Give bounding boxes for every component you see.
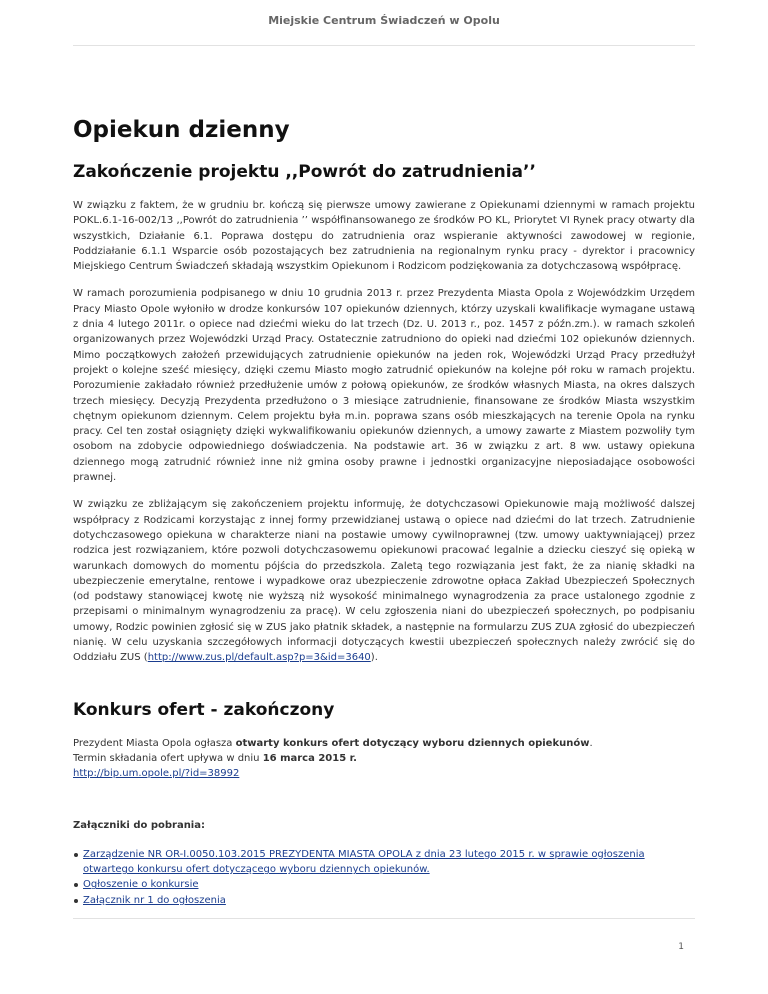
section-heading-contest: Konkurs ofert - zakończony	[73, 699, 335, 720]
attachment-link-regulation[interactable]: Zarządzenie NR OR-I.0050.103.2015 PREZYDENTA MIASTA OPOLA z dnia 23 lutego 2015 r. w sprawie ogłoszenia otwartego konkursu ofert dotyczącego wyboru dziennych opiekunów.	[83, 848, 645, 876]
attachments-list	[73, 847, 695, 908]
bip-link[interactable]: http://bip.um.opole.pl/?id=38992	[73, 768, 240, 780]
list-item	[83, 893, 695, 908]
attachments-label: Załączniki do pobrania:	[73, 819, 205, 831]
paragraph-nanny-end: ).	[370, 652, 378, 664]
page-title: Opiekun dzienny	[73, 117, 290, 143]
section-heading-project-end: Zakończenie projektu ,,Powrót do zatrudnienia’’	[73, 162, 536, 182]
contest-line1-end: .	[589, 737, 593, 749]
paragraph-nanny-text: W związku ze zbliżającym się zakończeniem projektu informuję, że dotychczasowi Opiekunowie mają możliwość dalszej współpracy z Rodzicami korzystając z innej formy przewidzianej ustawą o opiece nad dziećmi do lat trzech. Zatrudnienie dotychczasowego opiekuna w charakterze niani na postawie umowy cywilnoprawnej (tzw. umowy uaktywniającej) przez rodzica jest rozwiązaniem, które pozwoli dotychczasowemu opiekunowi pracować legalnie a dziecku cieszyć się opieką w warunkach domowych do momentu pójścia do przedszkola. Zaletą tego rozwiązania jest fakt, że za nianię składki na ubezpieczenie emerytalne, rentowe i wypadkowe oraz ubezpieczenie zdrowotne opłaca Zakład Ubezpieczeń Społecznych (od podstawy stanowiącej kwotę nie wyższą niż wysokość minimalnego wynagrodzenia za prace ustalonego zgodnie z przepisami o minimalnym wynagrodzeniu za pracę). W celu zgłoszenia niani do ubezpieczeń społecznych, po podpisaniu umowy, Rodzic powinien zgłosić się w ZUS jako płatnik składek, a następnie na formularzu ZUS ZUA zgłosić do ubezpieczeń nianię. W celu uzyskania szczegółowych informacji dotyczących kwestii ubezpieczeń społecznych należy zwrócić się do Oddziału ZUS (	[73, 499, 695, 664]
contest-line1-bold: otwarty konkurs ofert dotyczący wyboru dziennych opiekunów	[235, 737, 590, 749]
contest-line2-text: Termin składania ofert upływa w dniu	[73, 752, 263, 764]
page-number: 1	[678, 942, 684, 952]
main-content	[73, 114, 695, 908]
paragraph-intro: W związku z faktem, że w grudniu br. kończą się pierwsze umowy zawierane z Opiekunami dziennymi w ramach projektu POKL.6.1-16-002/13 ,,Powrót do zatrudnienia ’’ współfinansowanego ze środków PO KL, Priorytet VI Rynek pracy otwarty dla wszystkich, Działanie 6.1. Poprawa dostępu do zatrudnienia oraz wspieranie aktywności zawodowej w regionie, Poddziałanie 6.1.1 Wsparcie osób pozostających bez zatrudnienia na regionalnym rynku pracy - dyrektor i pracownicy Miejskiego Centrum Świadczeń składają wszystkim Opiekunom i Rodzicom podziękowania za dotychczasową współpracę.	[73, 200, 695, 273]
list-item	[83, 847, 695, 878]
zus-link[interactable]: http://www.zus.pl/default.asp?p=3&id=3640	[147, 652, 371, 664]
contest-line1-text: Prezydent Miasta Opola ogłasza	[73, 737, 236, 749]
contest-deadline: 16 marca 2015 r.	[262, 752, 357, 764]
attachment-link-announcement[interactable]: Ogłoszenie o konkursie	[83, 879, 199, 891]
attachment-link-annex-1[interactable]: Załącznik nr 1 do ogłoszenia	[83, 894, 226, 906]
paragraph-agreement: W ramach porozumienia podpisanego w dniu 10 grudnia 2013 r. przez Prezydenta Miasta Opola z Wojewódzkim Urzędem Pracy Miasto Opole wyłoniło w drodze konkursów 107 opiekunów dziennych, którzy uzyskali kwalifikacje wymagane ustawą z dnia 4 lutego 2011r. o opiece nad dziećmi wieku do lat trzech (Dz. U. 2013 r., poz. 1457 z późn.zm.). w ramach szkoleń organizowanych przez Wojewódzki Urząd Pracy. Ostatecznie zatrudniono do opieki nad dziećmi 102 opiekunów dziennych. Mimo początkowych założeń przewidujących zatrudnienie opiekunów na jeden rok, Wojewódzki Urząd Pracy przedłużył projekt o kolejne sześć miesięcy, dzięki czemu Miasto mogło zatrudnić opiekunów na kolejne pół roku w ramach projektu. Porozumienie zakładało również przedłużenie umów z połową opiekunów, ze środków własnych Miasta, na okres dalszych trzech miesięcy. Decyzją Prezydenta przedłużono o 3 miesiące zatrudnienie, finansowane ze środków Miasta wszystkim chętnym opiekunom dziennym. Celem projektu była m.in. poprawa szans osób mieszkających na terenie Opola na rynku pracy. Cel ten został osiągnięty dzięki wykwalifikowaniu opiekunów dziennych, a umowy zawarte z Miastem pozwoliły tym osobom na zdobycie odpowiedniego doświadczenia. Na podstawie art. 36 w związku z art. 8 ww. ustawy opiekuna dziennego mogą zatrudnić również inne niż gmina osoby prawne i jednostki organizacyjne nieposiadające osobowości prawnej.	[73, 288, 695, 484]
paragraph-nanny-option	[73, 497, 695, 665]
contest-info	[73, 736, 695, 782]
list-item	[83, 877, 695, 892]
page-header: Miejskie Centrum Świadczeń w Opolu	[268, 14, 500, 27]
header-divider	[73, 45, 695, 46]
footer-divider	[73, 918, 695, 919]
